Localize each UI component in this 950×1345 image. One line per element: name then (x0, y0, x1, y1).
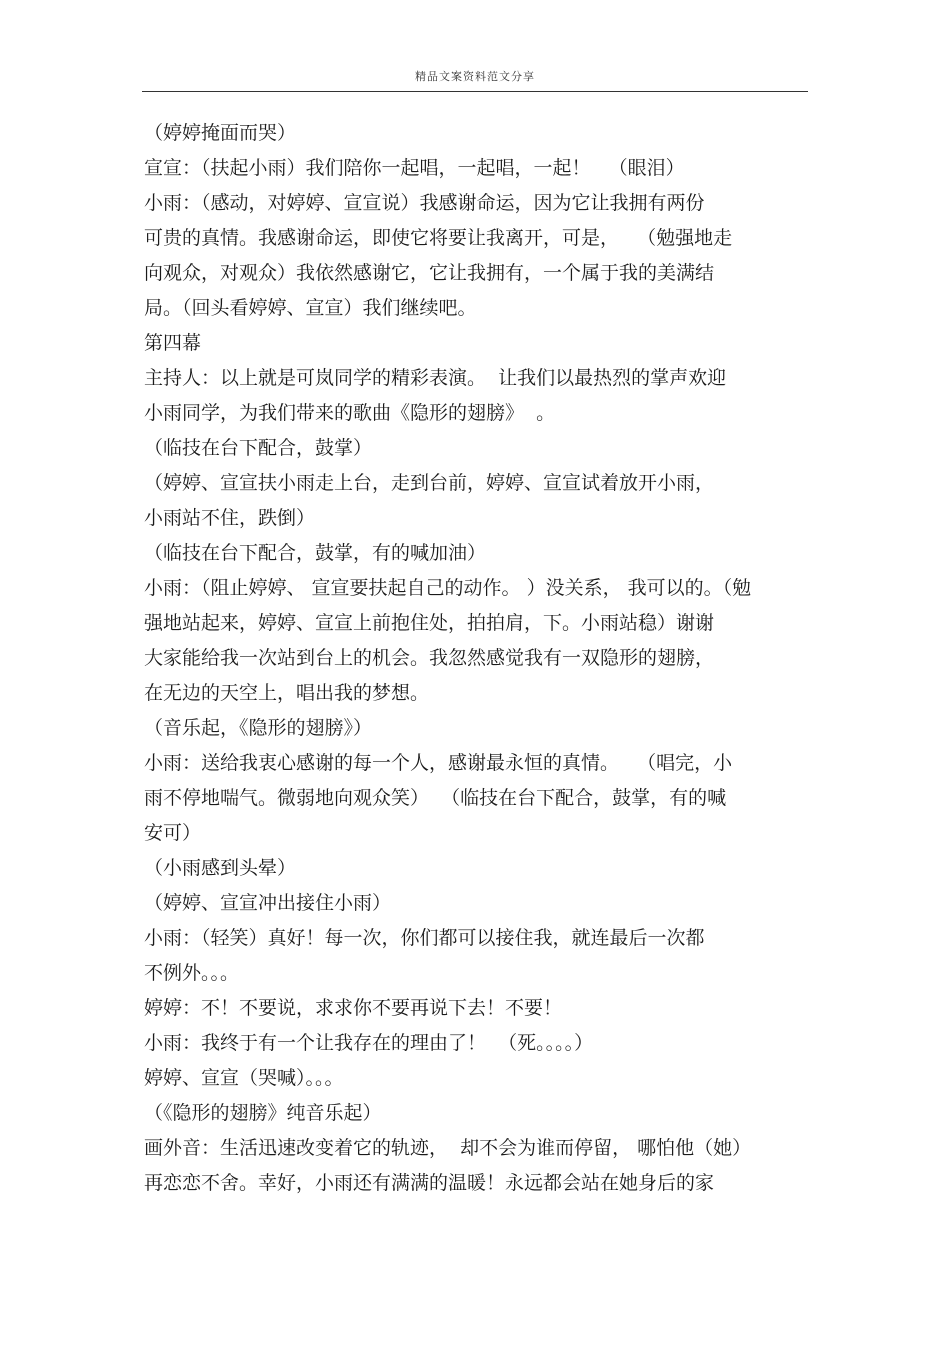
text-line: 婷婷：不！不要说，求求你不要再说下去！不要！ (144, 997, 563, 1019)
text-line: 小雨：送给我衷心感谢的每一个人，感谢最永恒的真情。 （唱完，小 (144, 752, 733, 774)
text-line: 在无边的天空上，唱出我的梦想。 (144, 682, 430, 704)
text-line: 向观众，对观众）我依然感谢它，它让我拥有，一个属于我的美满结 (144, 262, 715, 284)
text-line: 画外音：生活迅速改变着它的轨迹， 却不会为谁而停留， 哪怕他（她） (144, 1137, 752, 1159)
text-line: 不例外。。。 (144, 962, 240, 984)
text-line: 小雨：（阻止婷婷、 宣宣要扶起自己的动作。 ）没关系， 我可以的。（勉 (144, 577, 752, 599)
text-line: （临技在台下配合，鼓掌，有的喊加油） (144, 542, 487, 564)
text-line: 小雨：（感动，对婷婷、宣宣说）我感谢命运，因为它让我拥有两份 (144, 192, 705, 214)
text-line: 雨不停地喘气。微弱地向观众笑） （临技在台下配合，鼓掌，有的喊 (144, 787, 727, 809)
text-line: 再恋恋不舍。幸好，小雨还有满满的温暖！永远都会站在她身后的家 (144, 1172, 715, 1194)
text-line: 小雨站不住，跌倒） (144, 507, 316, 529)
text-line: 强地站起来，婷婷、宣宣上前抱住处，拍拍肩，下。小雨站稳）谢谢 (144, 612, 715, 634)
text-line: 小雨同学，为我们带来的歌曲《隐形的翅膀》 。 (144, 402, 556, 424)
text-line: （婷婷、宣宣冲出接住小雨） (144, 892, 392, 914)
document-body (144, 116, 808, 1201)
text-line: 主持人：以上就是可岚同学的精彩表演。 让我们以最热烈的掌声欢迎 (144, 367, 727, 389)
text-line: （小雨感到头晕） (144, 857, 297, 879)
text-line: 宣宣：（扶起小雨）我们陪你一起唱，一起唱，一起！ （眼泪） (144, 157, 685, 179)
text-line: 安可） (144, 822, 202, 844)
header-title: 精品文案资料范文分享 (415, 70, 535, 83)
text-line: （婷婷、宣宣扶小雨走上台，走到台前，婷婷、宣宣试着放开小雨， (144, 472, 715, 494)
text-line: 婷婷、宣宣（哭喊）。。。 (144, 1067, 344, 1089)
text-line: （临技在台下配合，鼓掌） (144, 437, 373, 459)
text-line: 局。（回头看婷婷、宣宣）我们继续吧。 (144, 297, 477, 319)
page-header (142, 64, 808, 92)
text-line: （音乐起，《隐形的翅膀》） (144, 717, 373, 739)
text-line: 小雨：（轻笑）真好！每一次，你们都可以接住我，就连最后一次都 (144, 927, 705, 949)
text-line: 可贵的真情。我感谢命运，即使它将要让我离开，可是， （勉强地走 (144, 227, 733, 249)
text-line: 小雨：我终于有一个让我存在的理由了！ （死。。。。） (144, 1032, 594, 1054)
text-line: （婷婷掩面而哭） (144, 122, 297, 144)
text-line: （《隐形的翅膀》纯音乐起） (144, 1102, 382, 1124)
text-line: 大家能给我一次站到台上的机会。我忽然感觉我有一双隐形的翅膀， (144, 647, 715, 669)
scene-heading: 第四幕 (144, 332, 202, 354)
